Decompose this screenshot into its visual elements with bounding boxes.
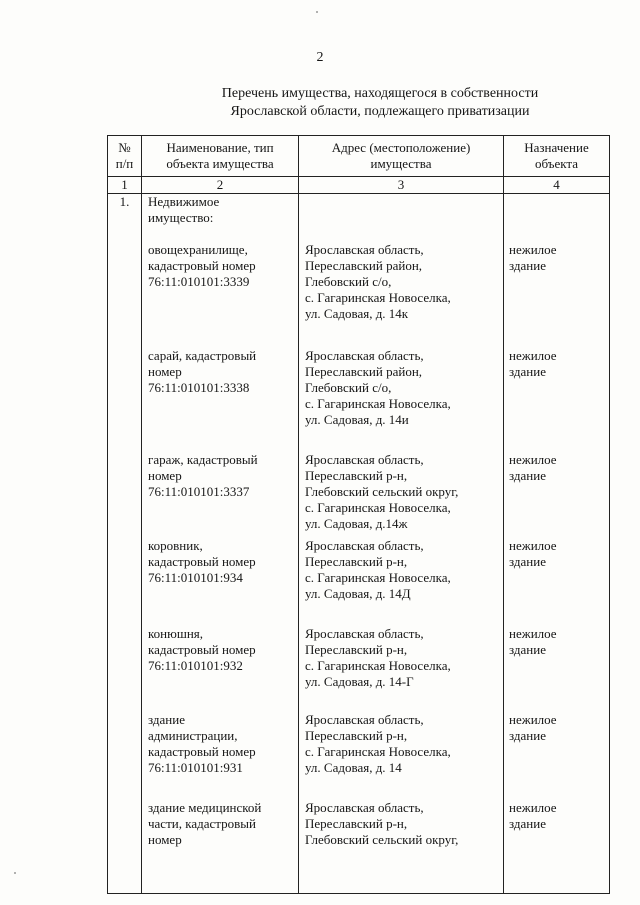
item-purpose-line: нежилое [509,452,557,467]
item-address-block [305,800,503,860]
item-address-line: с. Гагаринская Новоселка, [305,570,451,585]
item-address-line: Переславский р-н, [305,468,408,483]
item-address-line: Переславский р-н, [305,816,408,831]
item-name-line: 76:11:010101:932 [148,658,243,673]
item-address-line: с. Гагаринская Новоселка, [305,658,451,673]
item-name-line: сарай, кадастровый [148,348,257,363]
item-purpose-line: здание [509,642,546,657]
column-number: 1 [108,177,142,194]
title-line: Перечень имущества, находящегося в собственности [221,86,539,101]
header-name: Наименование, тип объекта имущества [142,136,299,177]
item-name-block [148,452,298,538]
item-address-line: ул. Садовая, д. 14-Г [305,674,414,689]
item-name-line: овощехранилище, [148,242,248,257]
item-name-line: части, кадастровый [148,816,256,831]
row-number: 1. [108,194,142,894]
item-name-line: кадастровый номер [148,744,256,759]
section-heading: Недвижимое имущество: [148,194,220,225]
item-address-line: ул. Садовая, д. 14 [305,760,402,775]
item-address-line: ул. Садовая, д. 14Д [305,586,411,601]
item-name-line: кадастровый номер [148,258,256,273]
item-purpose-line: здание [509,258,546,273]
item-name-line: 76:11:010101:3337 [148,484,250,499]
item-name-block [148,538,298,626]
item-address-line: с. Гагаринская Новоселка, [305,744,451,759]
item-address-block [305,348,503,452]
item-name-line: кадастровый номер [148,554,256,569]
item-address-line: ул. Садовая, д.14ж [305,516,408,531]
item-purpose-block [509,712,609,800]
item-address-line: Переславский р-н, [305,554,408,569]
item-address-line: ул. Садовая, д. 14и [305,412,409,427]
item-purpose-block [509,800,609,860]
item-address-line: ул. Садовая, д. 14к [305,306,409,321]
item-purpose-line: нежилое [509,242,557,257]
item-address-block [305,452,503,538]
purposes-column [504,194,610,894]
column-number: 3 [299,177,504,194]
item-address-block [305,538,503,626]
table-header-row [108,136,610,177]
table-row [108,194,610,894]
item-address-line: Ярославская область, [305,626,424,641]
item-name-line: номер [148,832,182,847]
item-purpose-line: нежилое [509,348,557,363]
item-name-line: номер [148,468,182,483]
item-address-line: Переславский район, [305,258,423,273]
page-number: 2 [316,50,324,65]
item-purpose-line: здание [509,468,546,483]
item-purpose-line: нежилое [509,538,557,553]
item-name-line: гараж, кадастровый [148,452,258,467]
item-purpose-line: здание [509,554,546,569]
item-purpose-line: здание [509,364,546,379]
item-address-block [305,242,503,348]
addresses-column [299,194,504,894]
item-name-line: 76:11:010101:931 [148,760,243,775]
item-address-line: Глебовский с/о, [305,274,392,289]
header-purpose: Назначение объекта [504,136,610,177]
item-name-block [148,242,298,348]
item-name-line: администрации, [148,728,238,743]
item-name-line: коровник, [148,538,203,553]
item-name-line: конюшня, [148,626,204,641]
item-address-block [305,712,503,800]
item-purpose-line: нежилое [509,712,557,727]
scan-speck [14,872,16,874]
item-address-line: Ярославская область, [305,242,424,257]
item-address-line: Ярославская область, [305,712,424,727]
item-name-line: 76:11:010101:3339 [148,274,250,289]
scan-speck [316,11,318,13]
item-address-line: с. Гагаринская Новоселка, [305,500,451,515]
item-purpose-line: нежилое [509,800,557,815]
item-name-line: кадастровый номер [148,642,256,657]
header-address: Адрес (местоположение) имущества [299,136,504,177]
item-address-line: Глебовский с/о, [305,380,392,395]
item-purpose-line: здание [509,816,546,831]
item-purpose-line: здание [509,728,546,743]
column-number-row [108,177,610,194]
item-address-line: Ярославская область, [305,800,424,815]
item-name-line: здание медицинской [148,800,262,815]
item-address-line: Глебовский сельский округ, [305,484,459,499]
item-purpose-block [509,626,609,712]
item-address-block [305,626,503,712]
item-purpose-line: нежилое [509,626,557,641]
item-name-block [148,712,298,800]
item-address-line: Переславский р-н, [305,728,408,743]
item-name-block [148,348,298,452]
item-address-line: с. Гагаринская Новоселка, [305,396,451,411]
item-address-line: Переславский район, [305,364,423,379]
item-purpose-block [509,348,609,452]
item-purpose-block [509,452,609,538]
names-column [142,194,299,894]
item-name-block [148,800,298,860]
item-name-line: номер [148,364,182,379]
item-name-line: 76:11:010101:3338 [148,380,250,395]
item-address-line: Ярославская область, [305,538,424,553]
column-number: 4 [504,177,610,194]
item-purpose-block [509,242,609,348]
item-address-line: Глебовский сельский округ, [305,832,459,847]
header-number: № п/п [108,136,142,177]
item-name-line: 76:11:010101:934 [148,570,243,585]
document-title [150,85,610,121]
column-number: 2 [142,177,299,194]
item-address-line: Переславский р-н, [305,642,408,657]
title-line: Ярославской области, подлежащего приватизации [230,104,530,119]
item-address-line: Ярославская область, [305,348,424,363]
item-name-line: здание [148,712,185,727]
item-address-line: Ярославская область, [305,452,424,467]
item-purpose-block [509,538,609,626]
item-address-line: с. Гагаринская Новоселка, [305,290,451,305]
property-table [107,135,610,894]
item-name-block [148,626,298,712]
